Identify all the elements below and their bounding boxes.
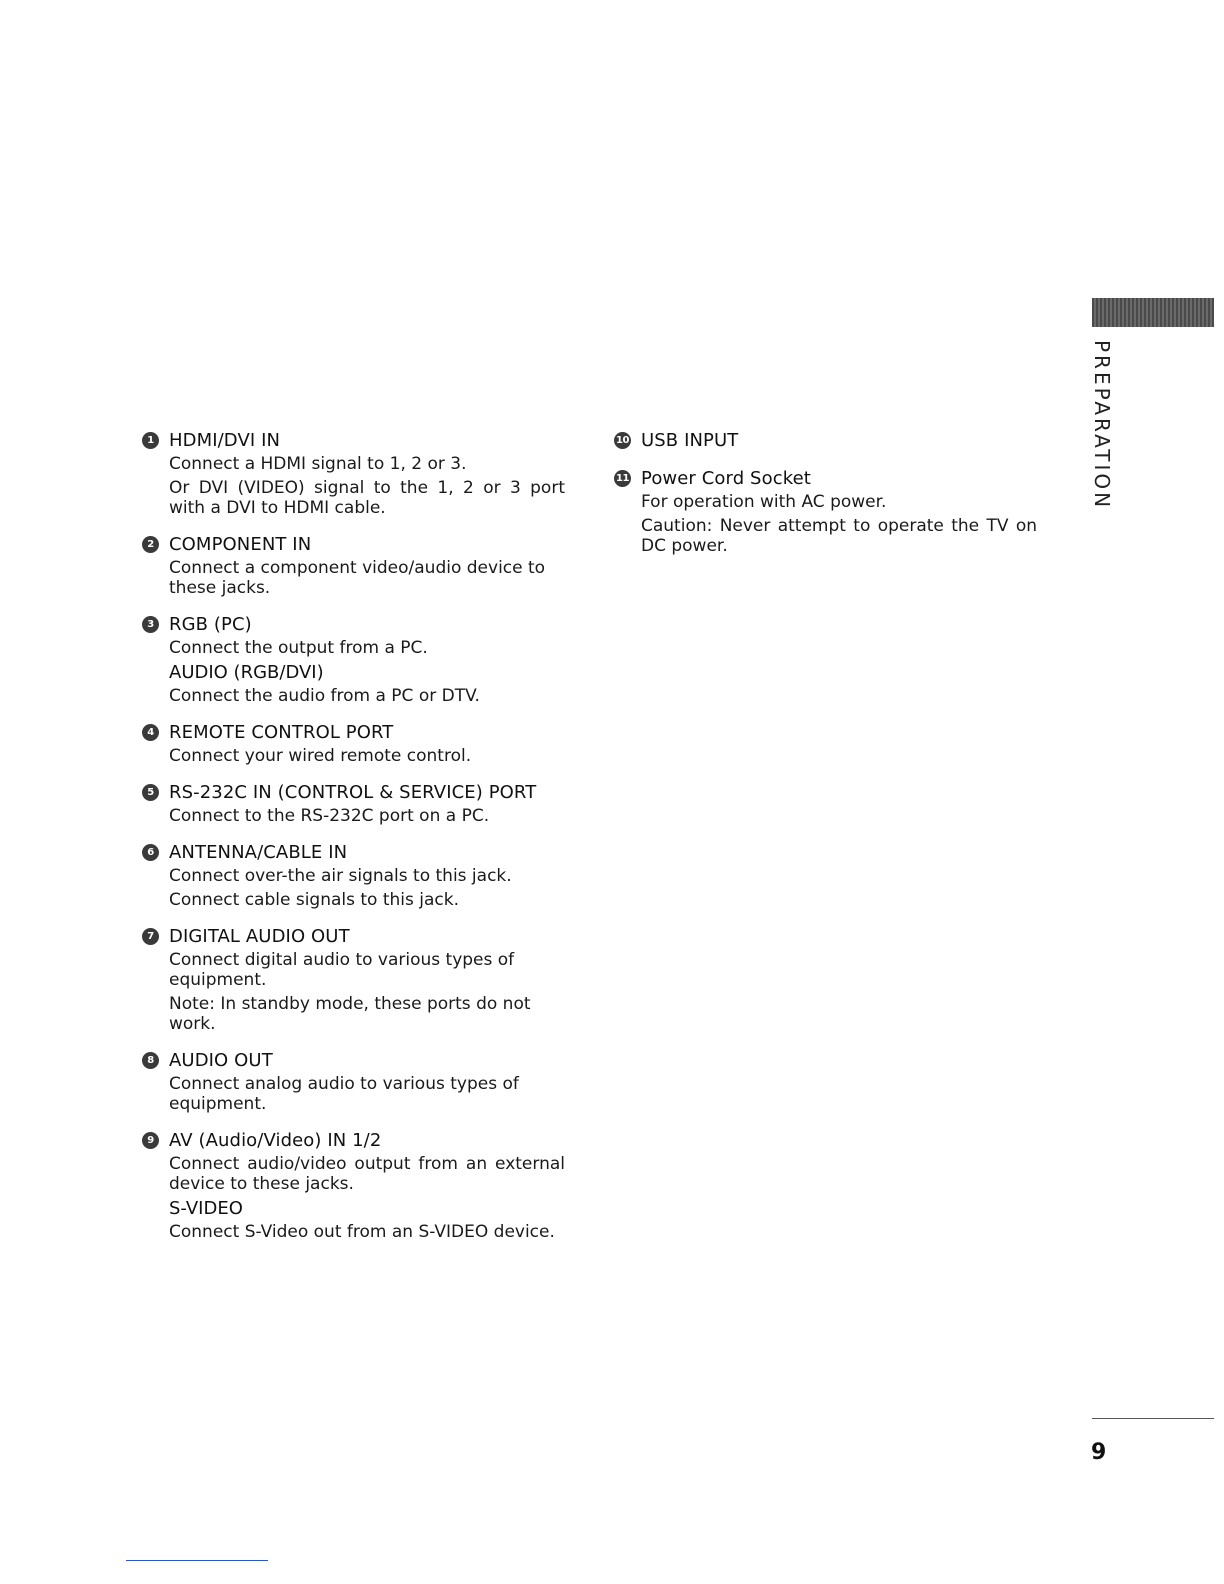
item-rs232c-in: [142, 780, 572, 826]
footer-divider: [1092, 1418, 1214, 1419]
item-rgb-pc: [142, 612, 572, 706]
section-label: PREPARATION: [1090, 340, 1114, 511]
item-subtitle: S-VIDEO: [169, 1198, 243, 1219]
item-title: ANTENNA/CABLE IN: [169, 841, 348, 863]
item-sub-description: Connect the audio from a PC or DTV.: [169, 686, 480, 706]
item-title: RS-232C IN (CONTROL & SERVICE) PORT: [169, 781, 537, 803]
left-column: [142, 428, 572, 1256]
item-description: Connect digital audio to various types of equipment. Note: In standby mode, these ports do not work.: [169, 950, 531, 1034]
item-usb-input: [614, 428, 1044, 452]
item-description: Connect a component video/audio device to these jacks.: [169, 558, 546, 598]
item-antenna-cable-in: [142, 840, 572, 910]
number-badge: 5: [142, 784, 159, 801]
number-badge: 9: [142, 1132, 159, 1149]
number-badge: 8: [142, 1052, 159, 1069]
item-audio-out: [142, 1048, 572, 1114]
item-av-in: [142, 1128, 572, 1242]
item-digital-audio-out: [142, 924, 572, 1034]
item-component-in: [142, 532, 572, 598]
item-title: Power Cord Socket: [641, 467, 811, 489]
item-description: Connect your wired remote control.: [169, 746, 472, 766]
item-sub-description: Connect S-Video out from an S-VIDEO device.: [169, 1222, 555, 1242]
section-tab-marker: [1092, 298, 1214, 327]
number-badge: 10: [614, 432, 631, 449]
item-description: Connect audio/video output from an external device to these jacks.: [169, 1154, 565, 1194]
item-title: REMOTE CONTROL PORT: [169, 721, 394, 743]
right-column: [614, 428, 1044, 570]
number-badge: 11: [614, 470, 631, 487]
number-badge: 2: [142, 536, 159, 553]
bottom-rule: [126, 1560, 268, 1561]
item-title: COMPONENT IN: [169, 533, 312, 555]
item-description: Connect over-the air signals to this jack. Connect cable signals to this jack.: [169, 866, 512, 910]
number-badge: 1: [142, 432, 159, 449]
number-badge: 6: [142, 844, 159, 861]
item-title: DIGITAL AUDIO OUT: [169, 925, 350, 947]
item-description: Connect a HDMI signal to 1, 2 or 3. Or DVI (VIDEO) signal to the 1, 2 or 3 port with a DVI to HDMI cable.: [169, 454, 565, 518]
item-description: For operation with AC power. Caution: Never attempt to operate the TV on DC power.: [641, 492, 1037, 556]
item-title: RGB (PC): [169, 613, 252, 635]
item-description: Connect the output from a PC.: [169, 638, 428, 658]
item-title: USB INPUT: [641, 429, 739, 451]
item-description: Connect to the RS-232C port on a PC.: [169, 806, 490, 826]
item-description: Connect analog audio to various types of equipment.: [169, 1074, 519, 1114]
item-title: AV (Audio/Video) IN 1/2: [169, 1129, 382, 1151]
item-title: AUDIO OUT: [169, 1049, 273, 1071]
item-subtitle: AUDIO (RGB/DVI): [169, 662, 324, 683]
number-badge: 3: [142, 616, 159, 633]
page-number: 9: [1091, 1440, 1107, 1465]
number-badge: 4: [142, 724, 159, 741]
item-power-cord-socket: [614, 466, 1044, 556]
item-title: HDMI/DVI IN: [169, 429, 281, 451]
item-hdmi-dvi-in: [142, 428, 572, 518]
number-badge: 7: [142, 928, 159, 945]
item-remote-control-port: [142, 720, 572, 766]
